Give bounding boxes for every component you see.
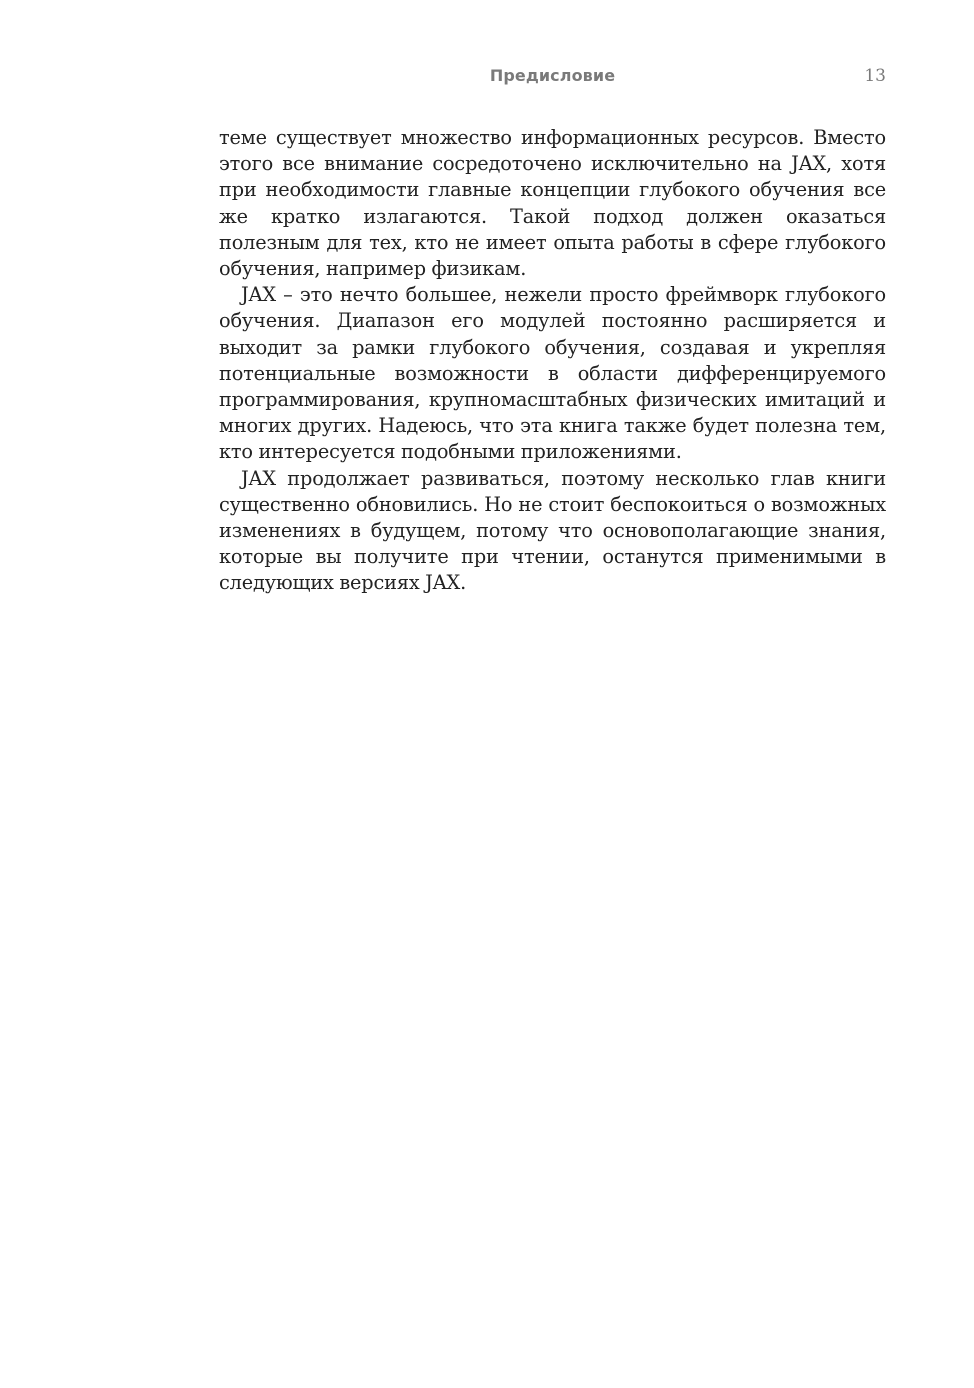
paragraph: теме существует множество информационных ресурсов. Вместо этого все внимание сосредоточено исключительно на JAX, хотя при необходимости главные концепции глубокого обучения все же кратко излагаются. Такой подход должен оказаться полезным для тех, кто не имеет опыта работы в сфере глубокого обучения, например физикам. [219,126,886,281]
body-text [219,125,886,597]
page-number: 13 [864,66,886,86]
paragraph: JAX – это нечто большее, нежели просто фреймворк глубокого обучения. Диапазон его модулей постоянно расширяется и выходит за рамки глубокого обучения, создавая и укрепляя потенциальные возможности в области дифференцируемого программирования, крупномасштабных физических имитаций и многих других. Надеюсь, что эта книга также будет полезна тем, кто интересуется подобными приложениями. [219,283,886,464]
running-header [219,66,886,92]
chapter-title: Предисловие [489,66,616,85]
paragraph: JAX продолжает развиваться, поэтому несколько глав книги существенно обновились. Но не стоит беспокоиться о возможных изменениях в будущем, потому что основополагающие знания, которые вы получите при чтении, останутся применимыми в следующих версиях JAX. [219,466,886,595]
